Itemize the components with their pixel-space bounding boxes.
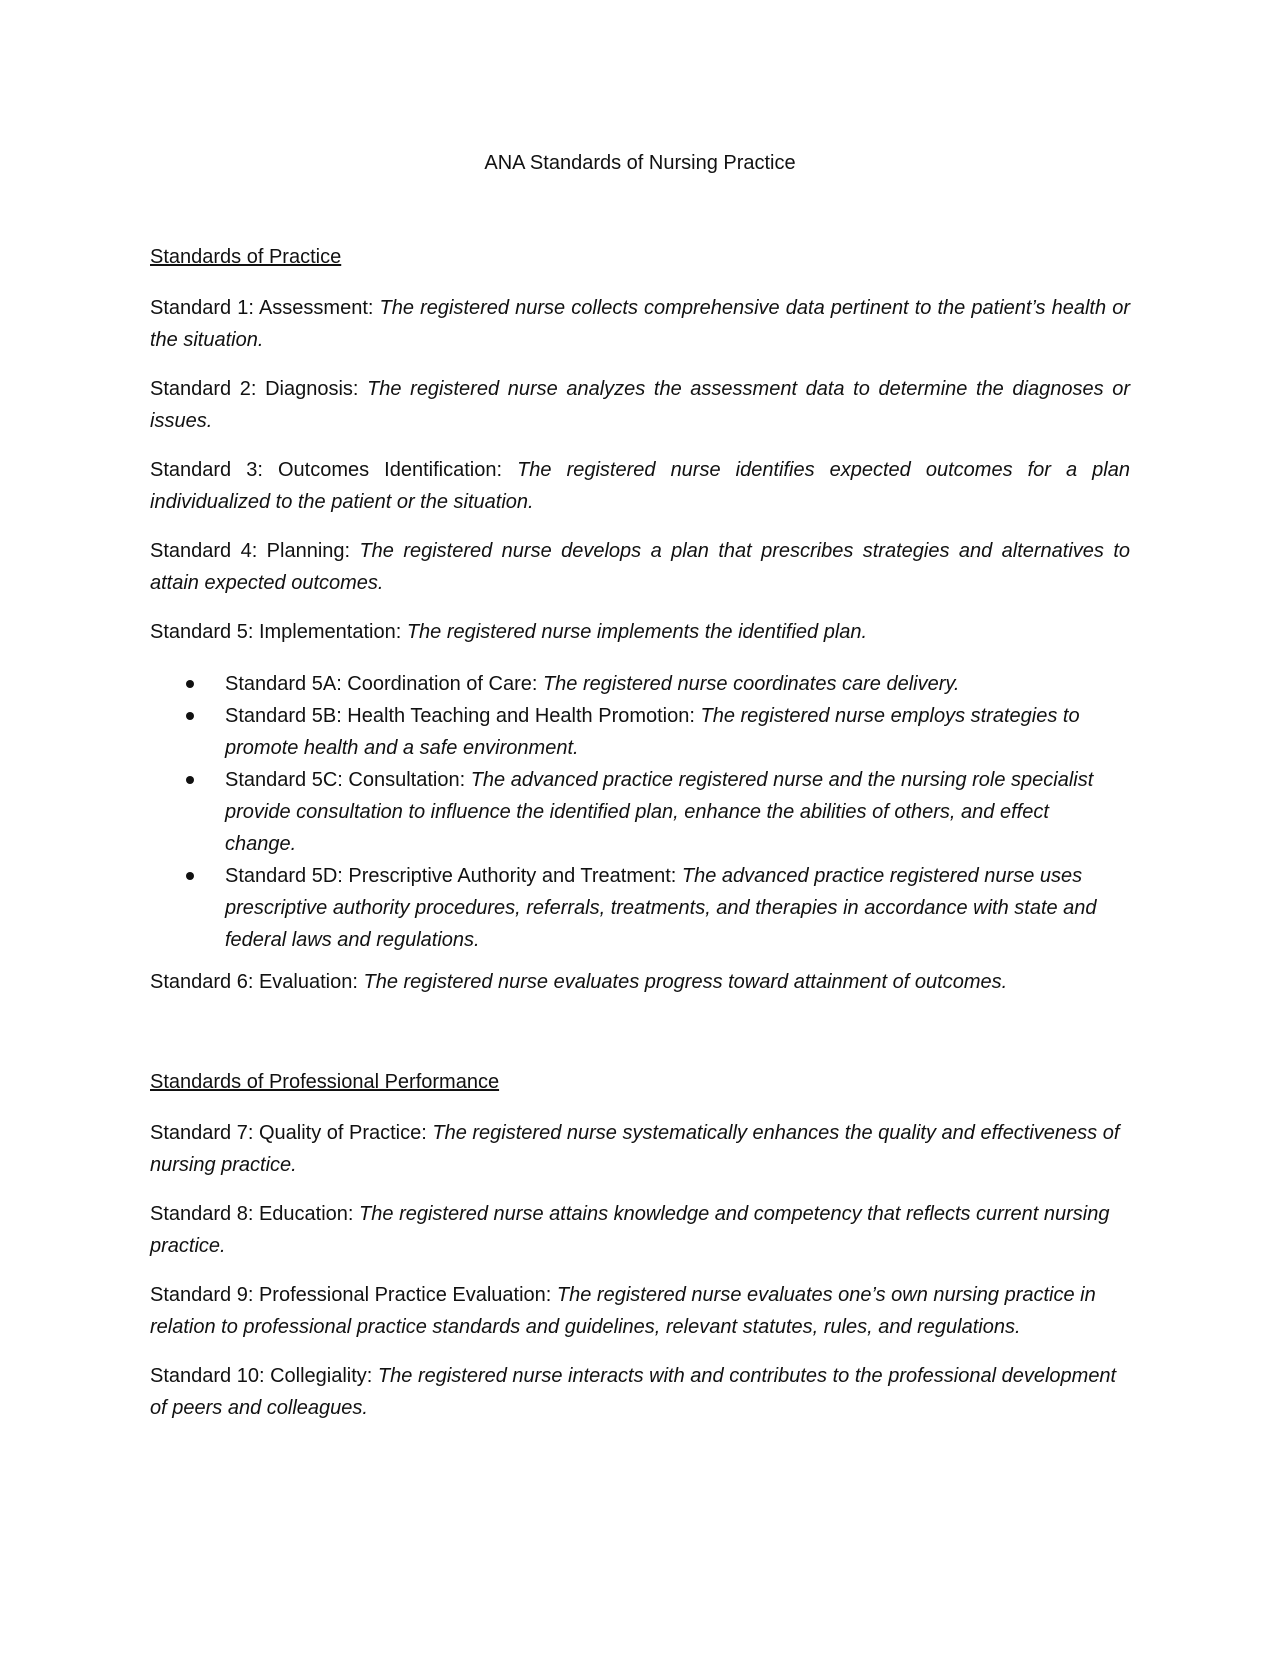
standard-label: Standard 5D: Prescriptive Authority and Treatment: [225, 865, 682, 887]
standard-5 [150, 616, 1130, 648]
standard-label: Standard 5C: Consultation: [225, 769, 471, 791]
standard-1 [150, 292, 1130, 356]
standard-8 [150, 1198, 1130, 1262]
bullet-icon [186, 712, 194, 720]
list-item [150, 668, 1105, 700]
document-title: ANA Standards of Nursing Practice [484, 152, 796, 174]
bullet-icon [186, 776, 194, 784]
standard-description: The advanced practice registered nurse and the nursing role specialist provide consultation to influence the identified plan, enhance the abilities of others, and effect change. [225, 769, 1094, 855]
standard-description: The registered nurse evaluates progress toward attainment of outcomes. [363, 971, 1008, 993]
standard-10 [150, 1360, 1130, 1424]
standard-description: The registered nurse implements the identified plan. [406, 621, 868, 643]
standard-description: The registered nurse attains knowledge and competency that reflects current nursing practice. [150, 1203, 1110, 1257]
section-heading-performance: Standards of Professional Performance [150, 1071, 500, 1093]
standard-7 [150, 1117, 1130, 1181]
standard-description: The registered nurse evaluates one’s own nursing practice in relation to professional practice standards and guidelines, relevant statutes, rules, and regulations. [150, 1284, 1096, 1338]
standard-description: The registered nurse systematically enhances the quality and effectiveness of nursing practice. [150, 1122, 1120, 1176]
standard-2 [150, 373, 1130, 437]
standard-9 [150, 1279, 1130, 1343]
standard-label: Standard 10: Collegiality: [150, 1365, 378, 1387]
standard-description: The registered nurse develops a plan that prescribes strategies and alternatives to attain expected outcomes. [150, 540, 1130, 594]
standard-label: Standard 2: Diagnosis: [150, 378, 368, 400]
standard-label: Standard 6: Evaluation: [150, 971, 364, 993]
standard-label: Standard 5B: Health Teaching and Health Promotion: [225, 705, 701, 727]
standard-label: Standard 1: Assessment: [150, 297, 380, 319]
standard-description: The registered nurse collects comprehensive data pertinent to the patient’s health or the situation. [150, 297, 1130, 351]
bullet-icon [186, 872, 194, 880]
standard-label: Standard 5A: Coordination of Care: [225, 673, 543, 695]
sub-standards-list [150, 668, 1105, 956]
standard-6 [150, 966, 1130, 998]
standard-label: Standard 3: Outcomes Identification: [150, 459, 518, 481]
section-performance-heading-block [150, 1069, 1130, 1095]
standard-description: The registered nurse identifies expected outcomes for a plan individualized to the patient or the situation. [150, 459, 1130, 513]
standard-description: The registered nurse analyzes the assessment data to determine the diagnoses or issues. [150, 378, 1130, 432]
standard-label: Standard 7: Quality of Practice: [150, 1122, 433, 1144]
standard-description: The registered nurse interacts with and contributes to the professional development of peers and colleagues. [150, 1365, 1117, 1419]
list-item [150, 700, 1105, 764]
standard-description: The registered nurse employs strategies to promote health and a safe environment. [225, 705, 1080, 759]
list-item [150, 764, 1105, 860]
standard-description: The registered nurse coordinates care delivery. [542, 673, 960, 695]
section-heading-practice: Standards of Practice [150, 246, 342, 268]
standard-description: The advanced practice registered nurse uses prescriptive authority procedures, referrals, treatments, and therapies in accordance with state and federal laws and regulations. [225, 865, 1097, 951]
standard-4 [150, 535, 1130, 599]
standard-label: Standard 4: Planning: [150, 540, 360, 562]
standard-label: Standard 8: Education: [150, 1203, 360, 1225]
section-practice-heading-block [150, 244, 1130, 270]
bullet-icon [186, 680, 194, 688]
standard-label: Standard 9: Professional Practice Evaluation: [150, 1284, 557, 1306]
list-item [150, 860, 1105, 956]
standard-3 [150, 454, 1130, 518]
standard-label: Standard 5: Implementation: [150, 621, 407, 643]
